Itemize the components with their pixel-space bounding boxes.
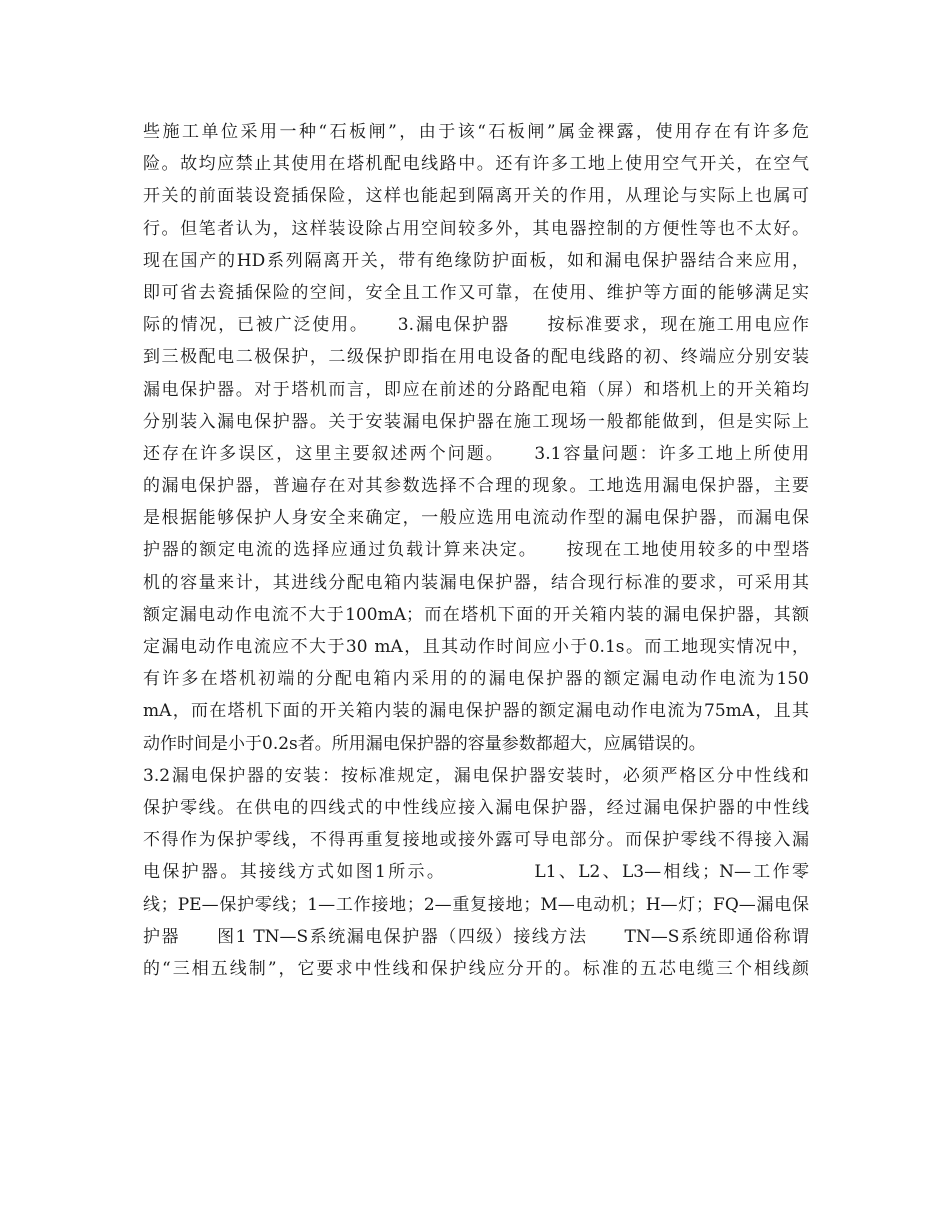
text-line: 有许多在塔机初端的分配电箱内采用的的漏电保护器的额定漏电动作电流为150 <box>143 669 809 690</box>
text-line: 还存在许多误区，这里主要叙述两个问题。 3.1容量问题：许多工地上所使用 <box>143 443 809 464</box>
text-line: 3.2漏电保护器的安装：按标准规定，漏电保护器安装时，必须严格区分中性线和 <box>143 765 809 786</box>
text-line: 额定漏电动作电流不大于100mA；而在塔机下面的开关箱内装的漏电保护器，其额 <box>143 604 809 625</box>
text-line: 行。但笔者认为，这样装设除占用空间较多外，其电器控制的方便性等也不太好。 <box>143 218 809 239</box>
text-line: 不得作为保护零线，不得再重复接地或接外露可导电部分。而保护零线不得接入漏 <box>143 830 809 851</box>
text-line: 定漏电动作电流应不大于30 mA，且其动作时间应小于0.1s。而工地现实情况中， <box>143 637 809 657</box>
text-line: 险。故均应禁止其使用在塔机配电线路中。还有许多工地上使用空气开关，在空气 <box>143 154 809 175</box>
text-line: 是根据能够保护人身安全来确定，一般应选用电流动作型的漏电保护器，而漏电保 <box>143 508 809 529</box>
text-line: 开关的前面装设瓷插保险，这样也能起到隔离开关的作用，从理论与实际上也属可 <box>143 186 809 207</box>
text-line: 的“三相五线制”，它要求中性线和保护线应分开的。标准的五芯电缆三个相线颜 <box>143 958 809 979</box>
text-line: 际的情况，已被广泛使用。 3.漏电保护器 按标准要求，现在施工用电应作 <box>143 315 809 336</box>
text-line: 现在国产的HD系列隔离开关，带有绝缘防护面板，如和漏电保护器结合来应用， <box>143 250 809 271</box>
text-line: 分别装入漏电保护器。关于安装漏电保护器在施工现场一般都能做到，但是实际上 <box>143 411 809 432</box>
text-line: 的漏电保护器，普遍存在对其参数选择不合理的现象。工地选用漏电保护器，主要 <box>143 476 809 497</box>
text-line: 到三极配电二极保护，二级保护即指在用电设备的配电线路的初、终端应分别安装 <box>143 347 809 368</box>
text-line: mA，而在塔机下面的开关箱内装的漏电保护器的额定漏电动作电流为75mA，且其 <box>143 701 809 722</box>
text-line: 动作时间是小于0.2s者。所用漏电保护器的容量参数都超大，应属错误的。 <box>143 733 706 754</box>
text-line: 漏电保护器。对于塔机而言，即应在前述的分路配电箱（屏）和塔机上的开关箱均 <box>143 379 809 400</box>
text-line: 机的容量来计，其进线分配电箱内装漏电保护器，结合现行标准的要求，可采用其 <box>143 572 809 593</box>
text-line: 线；PE—保护零线；1—工作接地；2—重复接地；M—电动机；H—灯；FQ—漏电保 <box>143 894 809 915</box>
text-line: 护器 图1 TN—S系统漏电保护器（四级）接线方法 TN—S系统即通俗称谓 <box>143 926 809 947</box>
body-text <box>143 116 809 985</box>
text-line: 即可省去瓷插保险的空间，安全且工作又可靠，在使用、维护等方面的能够满足实 <box>143 282 809 303</box>
text-line: 护器的额定电流的选择应通过负载计算来决定。 按现在工地使用较多的中型塔 <box>143 540 809 561</box>
text-line: 些施工单位采用一种“石板闸”，由于该“石板闸”属金裸露，使用存在有许多危 <box>143 122 809 142</box>
text-line: 保护零线。在供电的四线式的中性线应接入漏电保护器，经过漏电保护器的中性线 <box>143 797 809 818</box>
text-line: 电保护器。其接线方式如图1所示。 L1、L2、L3—相线；N—工作零 <box>143 862 809 883</box>
